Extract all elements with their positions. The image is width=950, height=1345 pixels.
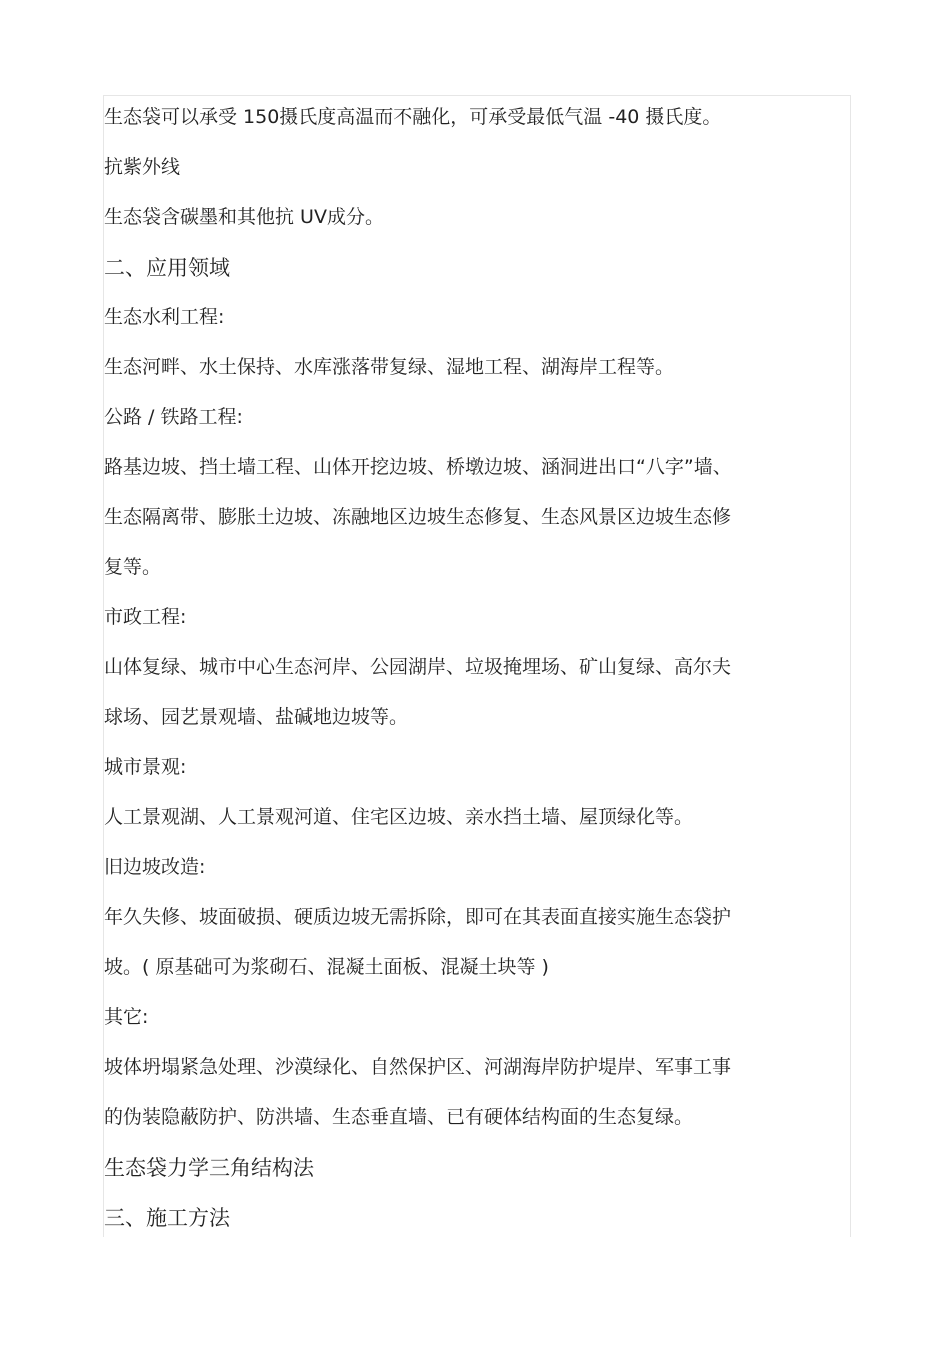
paragraph: 生态袋可以承受 150摄氏度高温而不融化，可承受最低气温 -40 摄氏度。 — [104, 106, 722, 128]
section-heading: 生态袋力学三角结构法 — [104, 1156, 314, 1180]
subheading: 旧边坡改造: — [104, 856, 206, 878]
subheading: 其它: — [104, 1006, 149, 1028]
paragraph-line: 年久失修、坡面破损、硬质边坡无需拆除，即可在其表面直接实施生态袋护 — [104, 906, 732, 928]
paragraph: 生态袋含碳墨和其他抗 UV成分。 — [104, 206, 384, 228]
paragraph-line: 复等。 — [104, 556, 162, 578]
paragraph-line: 路基边坡、挡土墙工程、山体开挖边坡、桥墩边坡、涵洞进出口“八字”墙、 — [104, 456, 732, 478]
subheading: 市政工程: — [104, 606, 187, 628]
paragraph: 人工景观湖、人工景观河道、住宅区边坡、亲水挡土墙、屋顶绿化等。 — [104, 806, 694, 828]
paragraph-line: 球场、园艺景观墙、盐碱地边坡等。 — [104, 706, 409, 728]
paragraph-line: 山体复绿、城市中心生态河岸、公园湖岸、垃圾掩埋场、矿山复绿、高尔夫 — [104, 656, 732, 678]
subheading: 抗紫外线 — [104, 156, 181, 178]
document-body — [104, 96, 844, 1246]
paragraph-line: 坡。( 原基础可为浆砌石、混凝土面板、混凝土块等 ) — [104, 956, 549, 978]
paragraph: 生态河畔、水土保持、水库涨落带复绿、湿地工程、湖海岸工程等。 — [104, 356, 675, 378]
subheading: 公路 / 铁路工程: — [104, 406, 243, 428]
subheading: 生态水利工程: — [104, 306, 225, 328]
paragraph-line: 的伪装隐蔽防护、防洪墙、生态垂直墙、已有硬体结构面的生态复绿。 — [104, 1106, 694, 1128]
section-heading: 二、应用领域 — [104, 256, 230, 280]
paragraph-line: 生态隔离带、膨胀土边坡、冻融地区边坡生态修复、生态风景区边坡生态修 — [104, 506, 732, 528]
section-heading: 三、施工方法 — [104, 1206, 230, 1230]
paragraph-line: 坡体坍塌紧急处理、沙漠绿化、自然保护区、河湖海岸防护堤岸、军事工事 — [104, 1056, 732, 1078]
subheading: 城市景观: — [104, 756, 187, 778]
